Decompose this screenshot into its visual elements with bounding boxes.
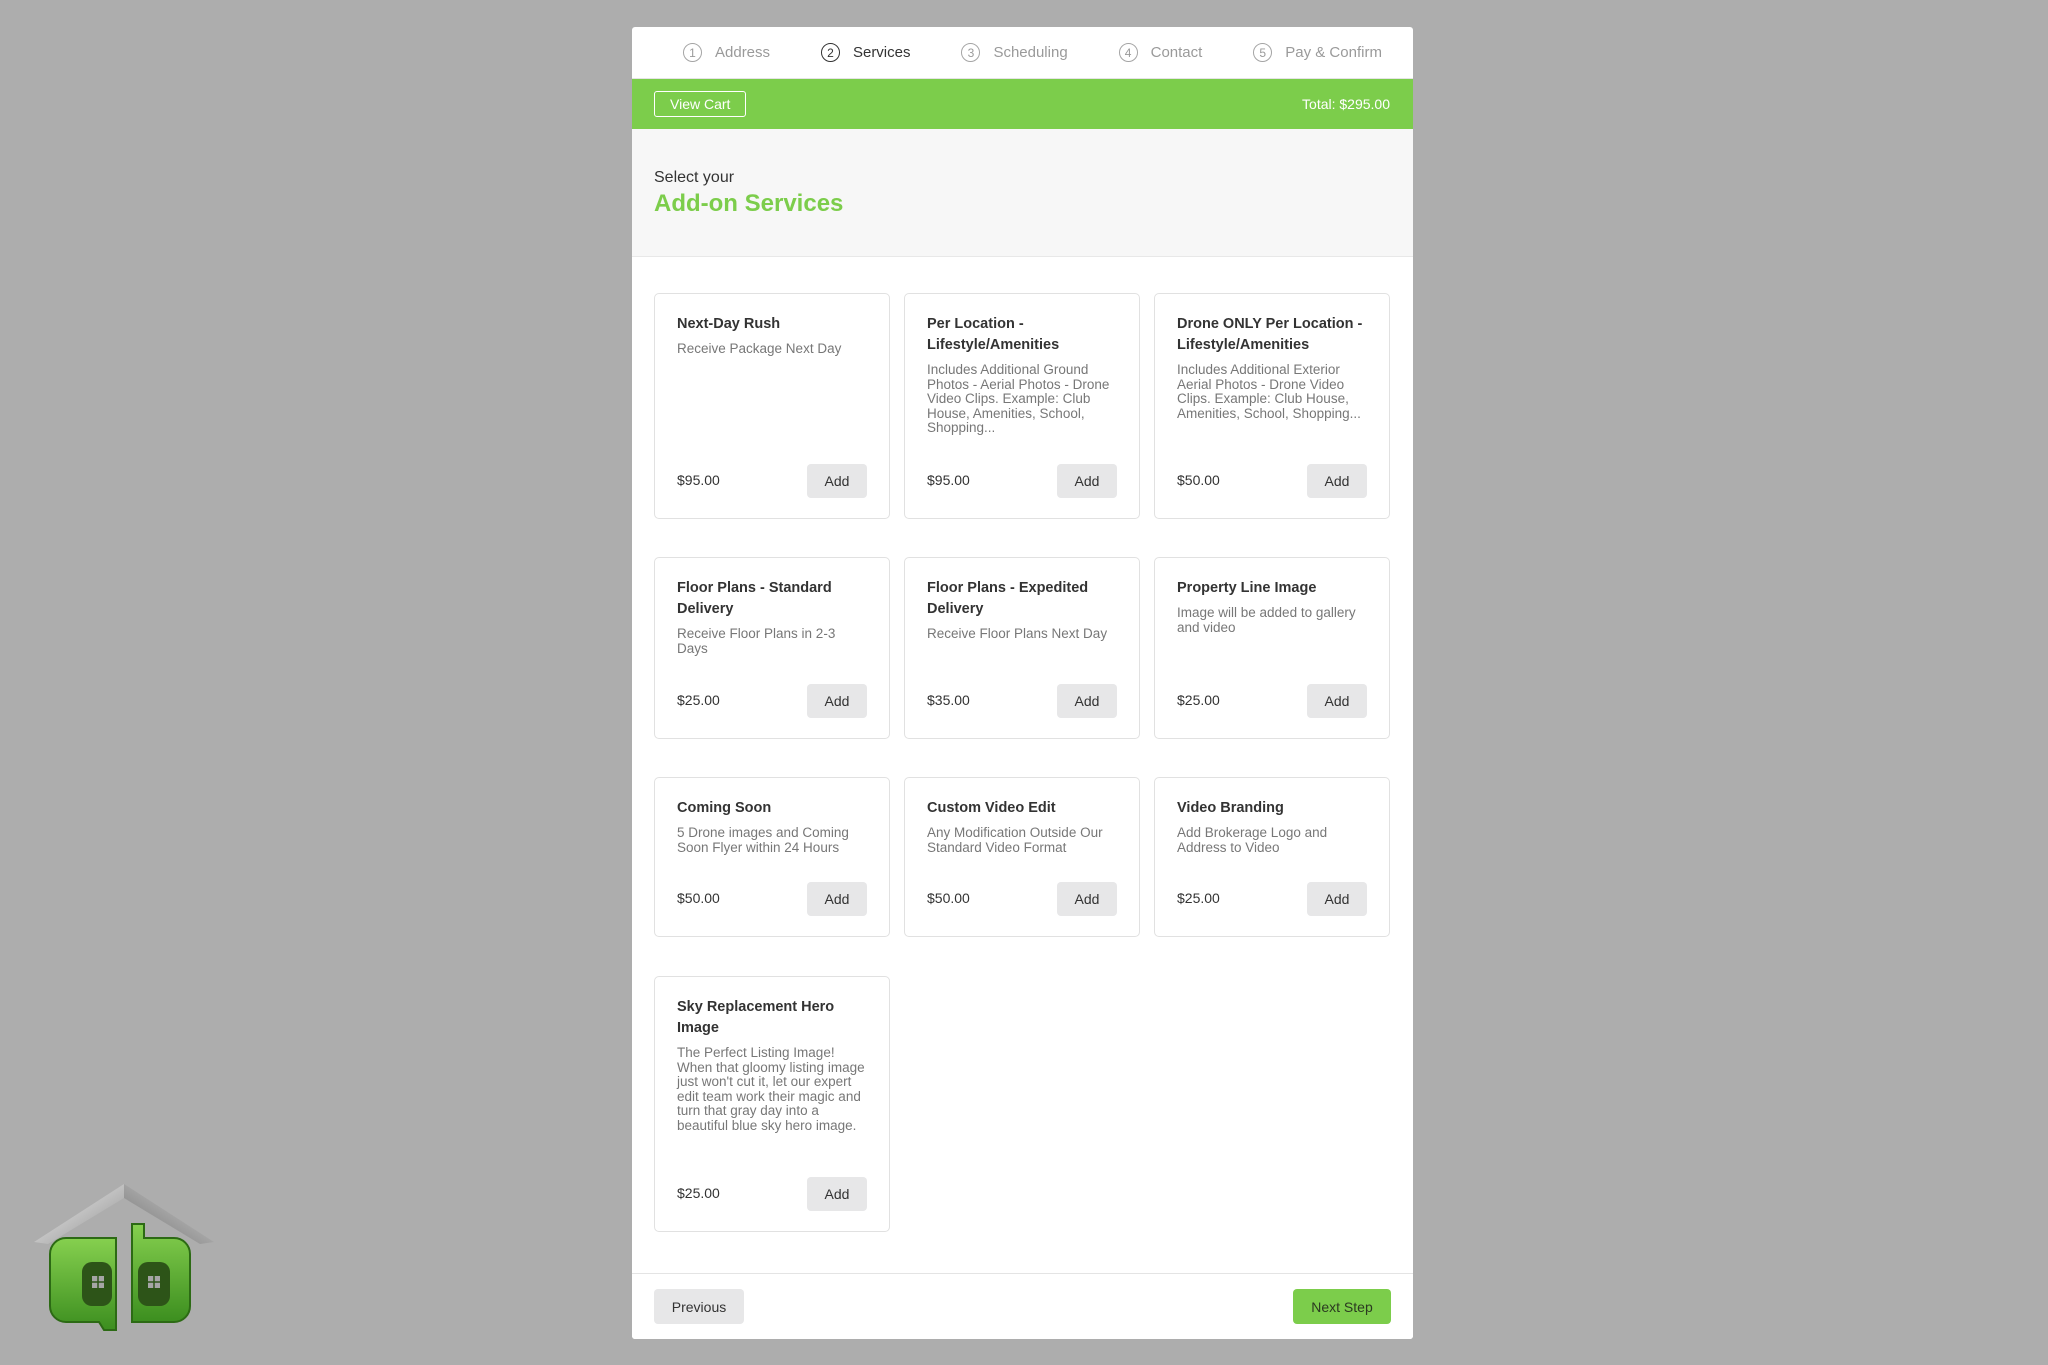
step-number: 2 [821, 43, 840, 62]
page-subtitle: Select your [654, 169, 735, 186]
service-price: $50.00 [677, 890, 720, 906]
service-description: Receive Package Next Day [677, 341, 842, 356]
service-name: Drone ONLY Per Location - Lifestyle/Amenities [1177, 316, 1363, 353]
add-service-button[interactable]: Add [807, 1177, 867, 1211]
service-price: $50.00 [927, 890, 970, 906]
service-name: Custom Video Edit [927, 800, 1056, 816]
service-description: The Perfect Listing Image! When that gloomy listing image just won't cut it, let our expert edit team work their magic and turn that gray day into a beautiful blue sky hero image. [677, 1045, 865, 1133]
service-card-custom-video-edit [904, 777, 1140, 937]
service-card-floor-plans-standard [654, 557, 890, 739]
service-description: Receive Floor Plans Next Day [927, 626, 1108, 641]
service-name: Property Line Image [1177, 580, 1317, 596]
cart-total: Total: $295.00 [1302, 96, 1390, 112]
service-description: Any Modification Outside Our Standard Video Format [927, 825, 1103, 855]
service-card-drone-only [1154, 293, 1390, 519]
service-price: $25.00 [1177, 890, 1220, 906]
add-service-button[interactable]: Add [1307, 464, 1367, 498]
add-service-button[interactable]: Add [1057, 882, 1117, 916]
add-service-button[interactable]: Add [1057, 684, 1117, 718]
service-description: Includes Additional Exterior Aerial Photos - Drone Video Clips. Example: Club House, Amenities, School, Shopping... [1177, 362, 1361, 421]
service-card-floor-plans-expedited [904, 557, 1140, 739]
step-number: 1 [683, 43, 702, 62]
step-label: Address [715, 44, 771, 61]
service-name: Next-Day Rush [677, 316, 781, 332]
service-name: Per Location - Lifestyle/Amenities [927, 316, 1060, 353]
booking-panel [632, 27, 1413, 1339]
step-label: Pay & Confirm [1285, 44, 1382, 61]
add-service-button[interactable]: Add [1057, 464, 1117, 498]
service-price: $50.00 [1177, 472, 1220, 488]
service-description: 5 Drone images and Coming Soon Flyer within 24 Hours [677, 825, 849, 855]
service-card-sky-replacement [654, 976, 890, 1232]
page-header [632, 129, 1413, 257]
service-price: $95.00 [677, 472, 720, 488]
step-progress [632, 27, 1413, 79]
view-cart-button[interactable]: View Cart [654, 91, 746, 117]
step-number: 5 [1253, 43, 1272, 62]
step-label: Services [852, 44, 911, 61]
add-service-button[interactable]: Add [807, 464, 867, 498]
step-pay-confirm[interactable] [1253, 43, 1382, 62]
step-services[interactable] [821, 43, 911, 62]
page-title: Add-on Services [654, 190, 844, 217]
service-name: Floor Plans - Standard Delivery [677, 580, 832, 617]
service-price: $25.00 [1177, 692, 1220, 708]
next-step-button[interactable]: Next Step [1293, 1289, 1391, 1324]
previous-button[interactable]: Previous [654, 1289, 744, 1324]
service-name: Floor Plans - Expedited Delivery [927, 580, 1089, 617]
service-card-per-location [904, 293, 1140, 519]
step-number: 4 [1119, 43, 1138, 62]
step-label: Scheduling [993, 44, 1068, 61]
cart-bar [632, 79, 1413, 129]
service-card-coming-soon [654, 777, 890, 937]
service-name: Video Branding [1177, 800, 1284, 816]
service-card-video-branding [1154, 777, 1390, 937]
step-number: 3 [961, 43, 980, 62]
services-grid [632, 257, 1413, 1227]
service-price: $25.00 [677, 692, 720, 708]
service-description: Add Brokerage Logo and Address to Video [1177, 825, 1328, 855]
add-service-button[interactable]: Add [807, 684, 867, 718]
service-name: Coming Soon [677, 800, 772, 816]
service-price: $95.00 [927, 472, 970, 488]
house-logo-icon [26, 1180, 222, 1340]
wizard-footer [632, 1273, 1413, 1339]
service-card-next-day-rush [654, 293, 890, 519]
add-service-button[interactable]: Add [1307, 882, 1367, 916]
step-label: Contact [1150, 44, 1203, 61]
step-address[interactable] [683, 43, 770, 62]
service-price: $25.00 [677, 1185, 720, 1201]
add-service-button[interactable]: Add [1307, 684, 1367, 718]
add-service-button[interactable]: Add [807, 882, 867, 916]
service-description: Includes Additional Ground Photos - Aerial Photos - Drone Video Clips. Example: Club House, Amenities, School, Shopping... [927, 362, 1110, 435]
step-scheduling[interactable] [961, 43, 1067, 62]
service-description: Image will be added to gallery and video [1177, 605, 1356, 635]
service-name: Sky Replacement Hero Image [677, 999, 835, 1036]
step-contact[interactable] [1119, 43, 1203, 62]
service-card-property-line-image [1154, 557, 1390, 739]
service-description: Receive Floor Plans in 2-3 Days [677, 626, 836, 656]
service-price: $35.00 [927, 692, 970, 708]
